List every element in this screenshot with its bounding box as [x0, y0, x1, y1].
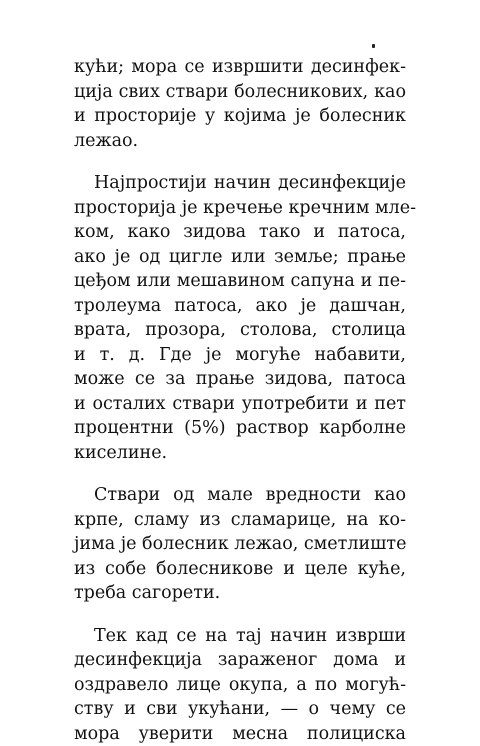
text-line: крпе, сламу из сламарице, на ко-: [74, 508, 406, 533]
text-line: ција свих ствари болесникових, као: [74, 80, 406, 105]
text-line: Ствари од мале вредности као: [74, 483, 406, 508]
text-line: врата, прозора, столова, столица: [74, 318, 406, 343]
text-line: просторија је кречење кречним мле-: [74, 196, 406, 221]
text-line: јима је болесник лежао, сметлиште: [74, 532, 406, 557]
text-line: цеђом или мешавином сапуна и пе-: [74, 269, 406, 294]
text-line: Најпростији начин десинфекције: [74, 171, 406, 196]
paragraph-2: [74, 171, 406, 465]
text-line: и т. д. Где је могуће набавити,: [74, 343, 406, 368]
paragraph-4: [74, 624, 406, 746]
text-line: лежао.: [74, 129, 406, 154]
text-line: киселине.: [74, 441, 406, 466]
text-line: оздравело лице окупа, а по могућ-: [74, 673, 406, 698]
text-line: мора уверити месна полициска: [74, 722, 406, 746]
text-line: може се за прање зидова, патоса: [74, 367, 406, 392]
body-text: [74, 55, 406, 746]
ink-speck: [372, 44, 375, 48]
text-line: ству и сви укућани, — о чему се: [74, 697, 406, 722]
text-line: Тек кад се на тај начин изврши: [74, 624, 406, 649]
text-line: из собе болесникове и целе куће,: [74, 557, 406, 582]
paragraph-1: [74, 55, 406, 153]
text-line: и осталих ствари употребити и пет: [74, 392, 406, 417]
text-line: и просторије у којима је болесник: [74, 104, 406, 129]
text-line: тролеума патоса, ако је дашчан,: [74, 294, 406, 319]
text-line: десинфекција зараженог дома и: [74, 648, 406, 673]
text-line: кући; мора се извршити десинфек-: [74, 55, 406, 80]
text-line: ако је од цигле или земље; прање: [74, 245, 406, 270]
text-line: треба сагорети.: [74, 581, 406, 606]
text-line: процентни (5%) раствор карболне: [74, 416, 406, 441]
text-line: ком, како зидова тако и патоса,: [74, 220, 406, 245]
paragraph-3: [74, 483, 406, 606]
